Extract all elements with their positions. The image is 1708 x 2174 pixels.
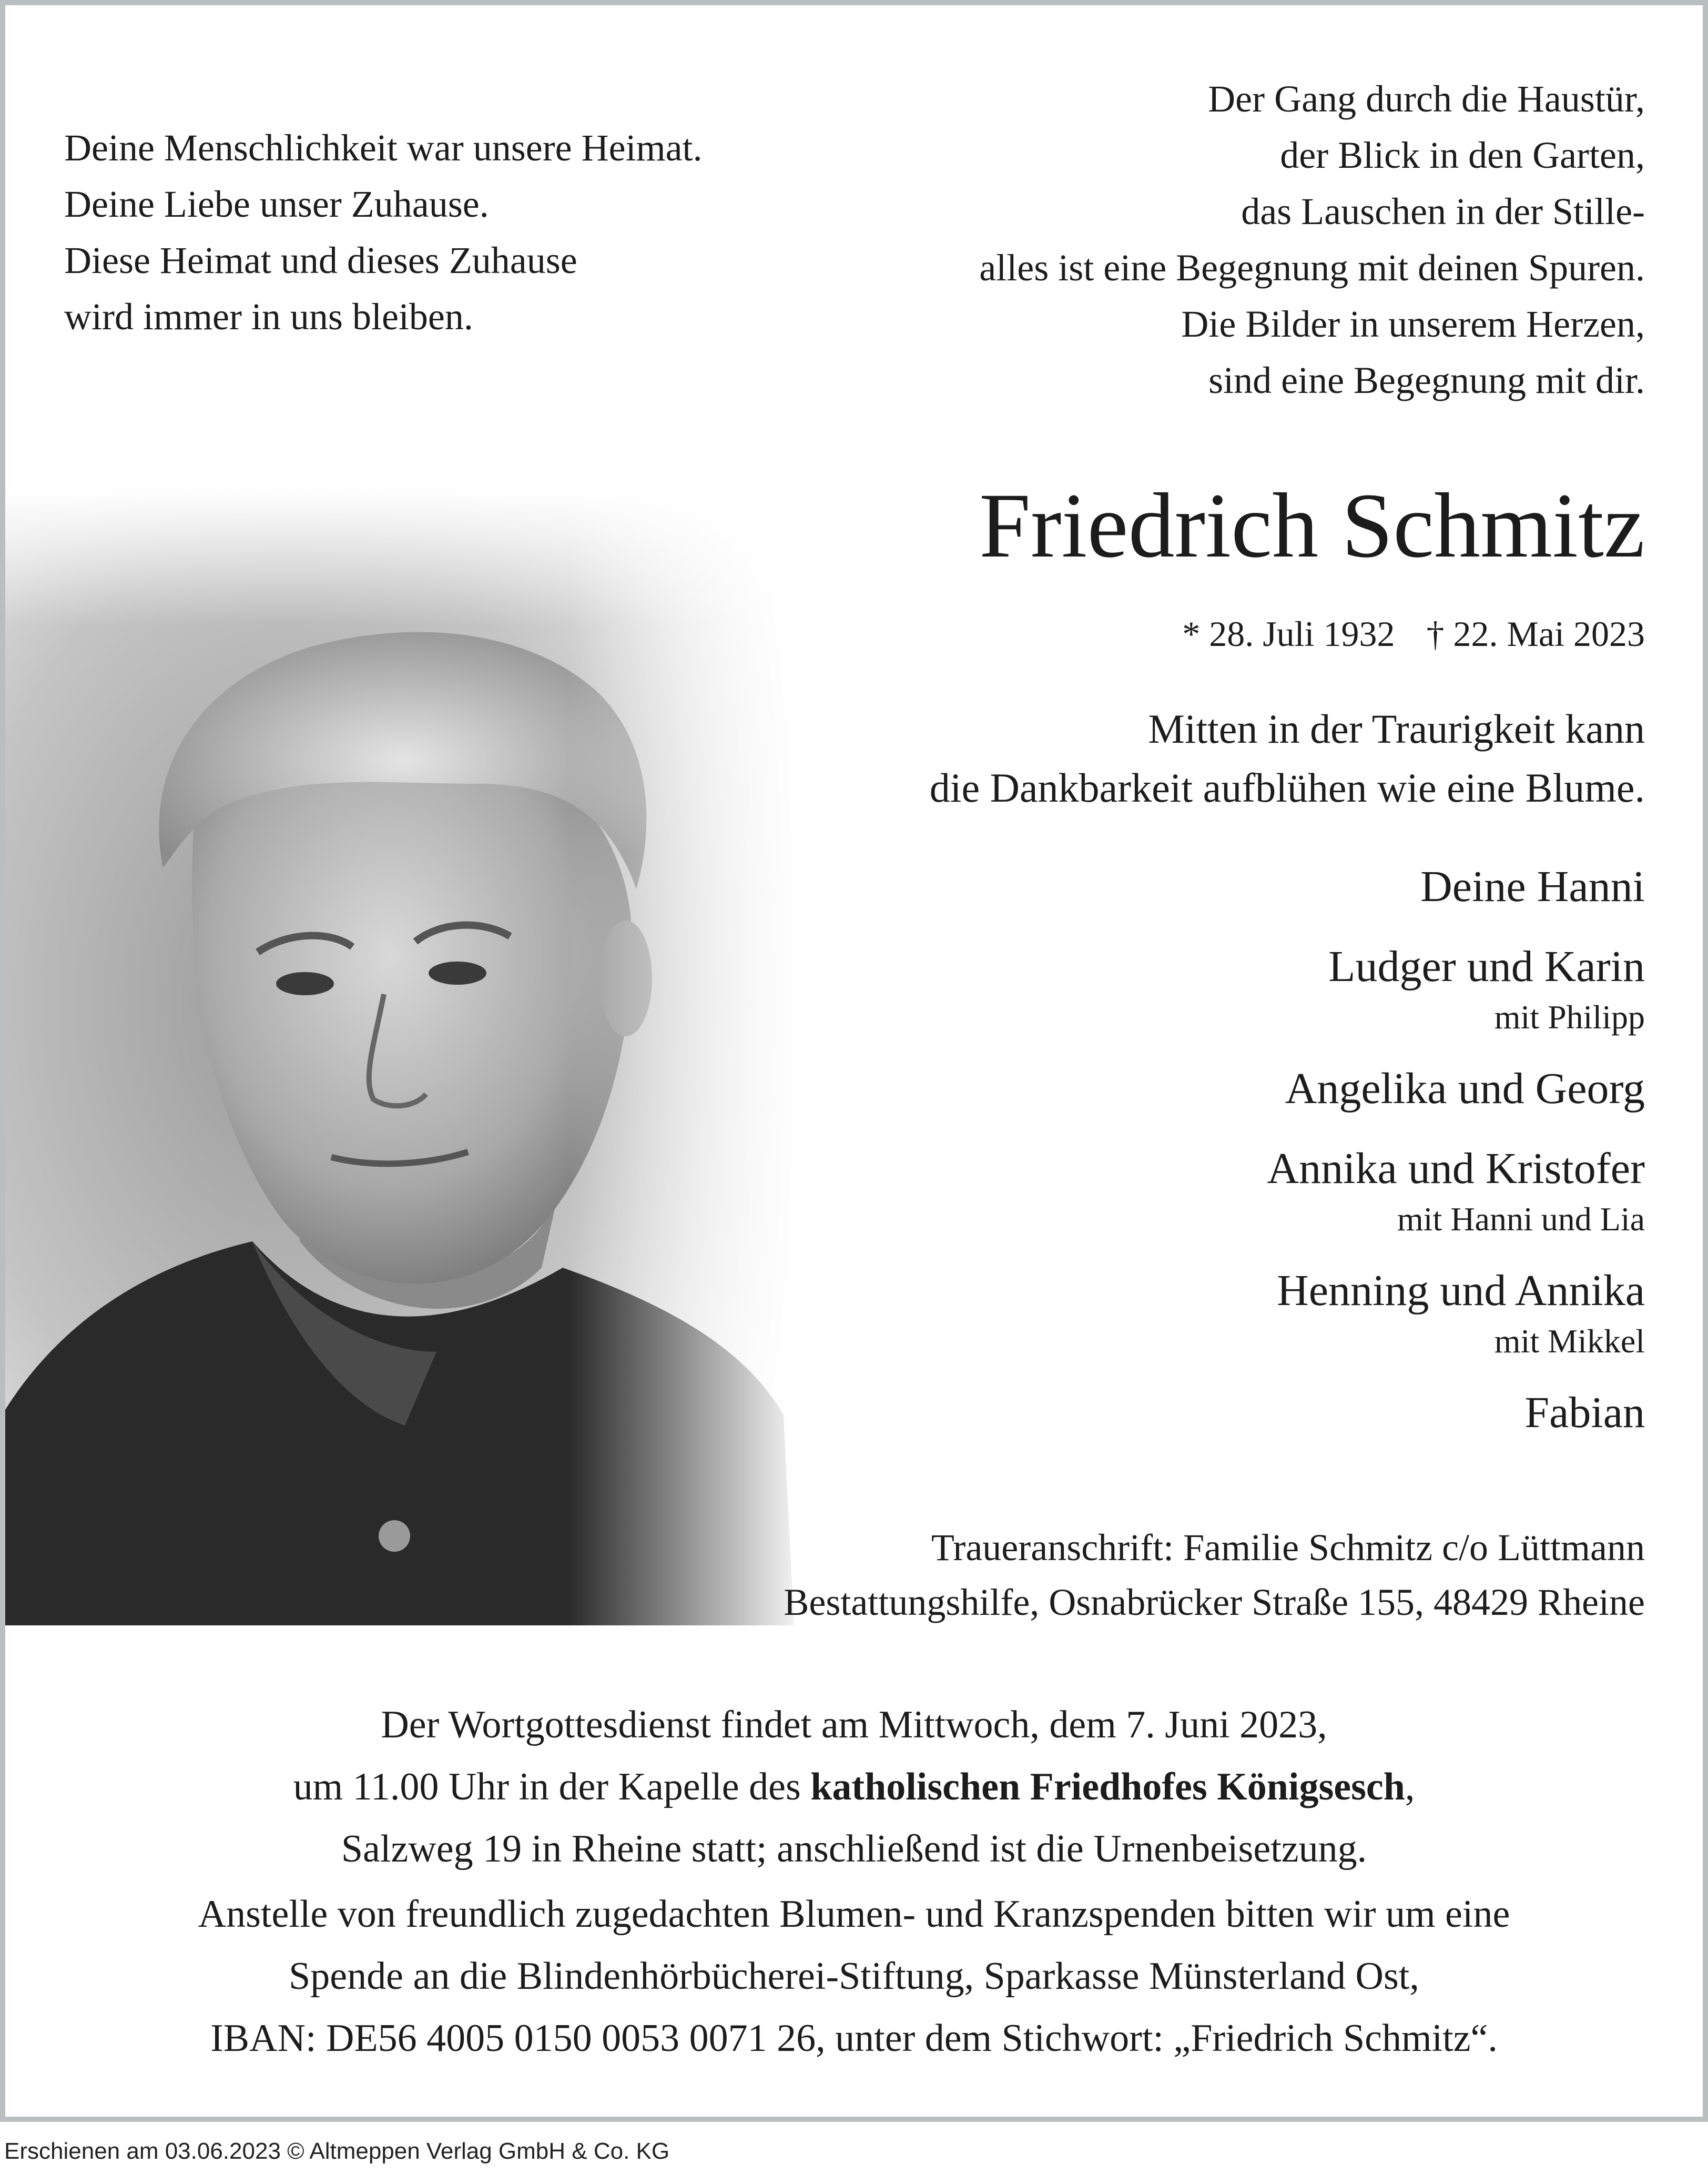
poem-left-line: Deine Liebe unser Zuhause. [64, 183, 489, 225]
death-date: † 22. Mai 2023 [1426, 614, 1645, 654]
quote-line: Mitten in der Traurigkeit kann [1148, 706, 1645, 752]
mourner-name: Fabian [1524, 1388, 1645, 1437]
mourners-list [751, 857, 1645, 1463]
service-punct: , [1405, 1765, 1415, 1808]
mourner-group [751, 1139, 1645, 1240]
service-time: um 11.00 Uhr in der Kapelle des [293, 1765, 811, 1808]
mourner-group [751, 1261, 1645, 1362]
service-line [0, 1756, 1708, 1818]
mourner-children: mit Mikkel [1494, 1322, 1645, 1360]
poem-left-line: Deine Menschlichkeit war unsere Heimat. [64, 127, 703, 169]
portrait-photo [5, 489, 810, 1625]
poem-right-line: der Blick in den Garten, [1280, 134, 1645, 176]
poem-left-line: wird immer in uns bleiben. [64, 296, 473, 338]
mourner-name: Henning und Annika [1277, 1266, 1645, 1315]
mourner-group [751, 857, 1645, 916]
poem-right-line: Der Gang durch die Haustür, [1208, 78, 1645, 120]
poem-right-line: alles ist eine Begegnung mit deinen Spuren. [979, 247, 1645, 289]
cemetery-name: katholischen Friedhofes Königsesch [810, 1765, 1405, 1808]
birth-date: * 28. Juli 1932 [1182, 614, 1395, 654]
address-line: Bestattungshilfe, Osnabrücker Straße 155, 48429 Rheine [784, 1581, 1645, 1623]
quote-line: die Dankbarkeit aufblühen wie eine Blume. [929, 765, 1645, 811]
poem-left-line: Diese Heimat und dieses Zuhause [64, 239, 577, 281]
poem-right-line: sind eine Begegnung mit dir. [1208, 359, 1645, 401]
publication-footer: Erschienen am 03.06.2023 © Altmeppen Verlag GmbH & Co. KG [4, 2138, 670, 2164]
mourner-group [751, 937, 1645, 1038]
address-line: Traueranschrift: Familie Schmitz c/o Lüttmann [931, 1526, 1645, 1569]
memorial-quote [930, 700, 1645, 817]
poem-right-line: das Lauschen in der Stille- [1241, 190, 1645, 232]
service-line: Der Wortgottesdienst findet am Mittwoch, dem 7. Juni 2023, [381, 1703, 1327, 1746]
donation-line: IBAN: DE56 4005 0150 0053 0071 26, unter dem Stichwort: „Friedrich Schmitz“. [210, 2017, 1498, 2060]
poem-right-line: Die Bilder in unserem Herzen, [1181, 303, 1645, 345]
mourner-group [751, 1059, 1645, 1118]
mourner-group [751, 1383, 1645, 1442]
deceased-name: Friedrich Schmitz [979, 474, 1645, 577]
mourner-name: Ludger und Karin [1328, 942, 1645, 991]
mourner-children: mit Philipp [1494, 998, 1645, 1036]
service-info [0, 1694, 1708, 1880]
mourner-name: Deine Hanni [1420, 862, 1645, 911]
service-line: Salzweg 19 in Rheine statt; anschließend ist die Urnenbeisetzung. [341, 1827, 1367, 1870]
condolence-address [784, 1520, 1645, 1630]
donation-info [0, 1883, 1708, 2069]
life-dates [1182, 610, 1645, 658]
donation-line: Spende an die Blindenhörbücherei-Stiftung, Sparkasse Münsterland Ost, [289, 1955, 1419, 1998]
poem-right [646, 71, 1645, 409]
mourner-name: Annika und Kristofer [1267, 1144, 1645, 1193]
mourner-name: Angelika und Georg [1285, 1064, 1645, 1113]
donation-line: Anstelle von freundlich zugedachten Blumen- und Kranzspenden bitten wir um eine [198, 1893, 1510, 1936]
mourner-children: mit Hanni und Lia [1397, 1200, 1645, 1238]
